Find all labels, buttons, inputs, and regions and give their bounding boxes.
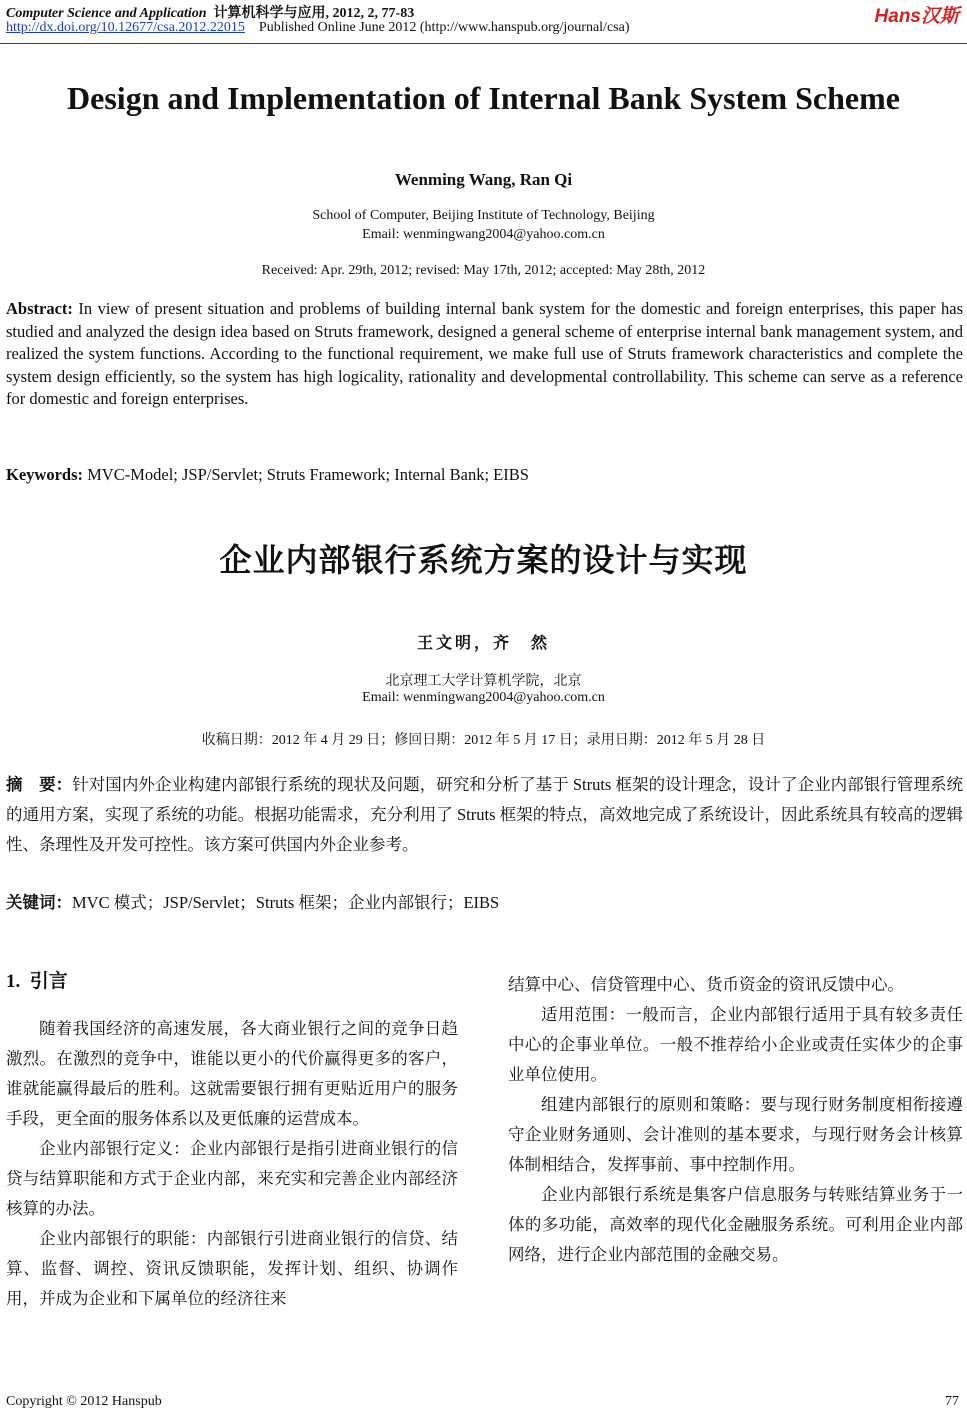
email-en: Email: wenmingwang2004@yahoo.com.cn: [362, 227, 605, 242]
page-number: 77: [945, 1394, 959, 1409]
body-column-right: [508, 970, 963, 1270]
keywords-en: [6, 464, 963, 487]
body-paragraph: 结算中心、信贷管理中心、货币资金的资讯反馈中心。: [508, 975, 904, 994]
authors-zh: 王文明，齐 然: [416, 633, 550, 652]
paper-title-en: Design and Implementation of Internal Bank System Scheme: [67, 80, 900, 116]
abstract-zh: [6, 770, 963, 860]
header-divider: [0, 43, 967, 44]
affiliation-zh: 北京理工大学计算机学院，北京: [385, 674, 582, 689]
email-zh: Email: wenmingwang2004@yahoo.com.cn: [362, 690, 605, 705]
doi-link[interactable]: http://dx.doi.org/10.12677/csa.2012.22015: [6, 20, 245, 35]
keywords-label-zh: 关键词：: [6, 893, 72, 912]
section-number: 1.: [6, 971, 21, 992]
keywords-text-zh: MVC 模式；JSP/Servlet；Struts 框架；企业内部银行；EIBS: [72, 893, 500, 912]
abstract-label-zh: 摘 要：: [6, 775, 73, 794]
journal-name-en: Computer Science and Application: [6, 6, 207, 21]
body-paragraph: 组建内部银行的原则和策略：要与现行财务制度相衔接遵守企业财务通则、会计准则的基本要求，与现行财务会计核算体制相结合，发挥事前、事中控制作用。: [508, 1095, 963, 1174]
journal-header: [6, 2, 414, 22]
journal-volume: , 2012, 2, 77-83: [325, 6, 415, 21]
keywords-label-en: Keywords:: [6, 465, 83, 484]
section-heading: [6, 966, 68, 993]
received-dates-zh: 收稿日期：2012 年 4 月 29 日；修回日期：2012 年 5 月 17 日；录用日期：2012 年 5 月 28 日: [201, 733, 766, 748]
keywords-text-en: MVC-Model; JSP/Servlet; Struts Framework; Internal Bank; EIBS: [87, 465, 529, 484]
body-paragraph: 企业内部银行系统是集客户信息服务与转账结算业务于一体的多功能，高效率的现代化金融服务系统。可利用企业内部网络，进行企业内部范围的金融交易。: [508, 1185, 963, 1264]
body-paragraph: 适用范围：一般而言，企业内部银行适用于具有较多责任中心的企事业单位。一般不推荐给小企业或责任实体少的企事业单位使用。: [508, 1005, 963, 1084]
authors-en: Wenming Wang, Ran Qi: [394, 170, 573, 189]
journal-subheader: [6, 20, 629, 36]
paper-title-zh: 企业内部银行系统方案的设计与实现: [219, 541, 748, 579]
copyright: Copyright © 2012 Hanspub: [6, 1394, 162, 1409]
body-paragraph: 企业内部银行的职能：内部银行引进商业银行的信贷、结算、监督、调控、资讯反馈职能，发挥计划、组织、协调作用，并成为企业和下属单位的经济往来: [6, 1229, 458, 1308]
journal-name-zh: 计算机科学与应用: [213, 6, 326, 21]
received-dates-en: Received: Apr. 29th, 2012; revised: May 17th, 2012; accepted: May 28th, 2012: [261, 263, 706, 278]
abstract-en: [6, 298, 963, 411]
publisher-logo: Hans汉斯: [874, 6, 959, 27]
section-title: 引言: [29, 970, 68, 992]
affiliation-en: School of Computer, Beijing Institute of Technology, Beijing: [312, 208, 655, 223]
abstract-text-en: In view of present situation and problems of building internal bank system for the domestic and foreign enterprises, this paper has studied and analyzed the design idea based on Struts framework, designed a general scheme of enterprise internal bank management system, and realized the system functions. According to the functional requirement, we make full use of Struts framework characteristics and complete the system design efficiently, so the system has high logicality, rationality and developmental controllability. This scheme can serve as a reference for domestic and foreign enterprises.: [6, 299, 963, 408]
published-info: Published Online June 2012 (http://www.hanspub.org/journal/csa): [258, 20, 630, 35]
body-paragraph: 随着我国经济的高速发展，各大商业银行之间的竞争日趋激烈。在激烈的竞争中，谁能以更小的代价赢得更多的客户，谁就能赢得最后的胜利。这就需要银行拥有更贴近用户的服务手段，更全面的服务体系以及更低廉的运营成本。: [6, 1019, 458, 1128]
keywords-zh: [6, 888, 963, 918]
body-paragraph: 企业内部银行定义：企业内部银行是指引进商业银行的信贷与结算职能和方式于企业内部，来充实和完善企业内部经济核算的办法。: [6, 1139, 458, 1218]
body-column-left: [6, 1014, 458, 1314]
abstract-text-zh: 针对国内外企业构建内部银行系统的现状及问题，研究和分析了基于 Struts 框架的设计理念，设计了企业内部银行管理系统的通用方案，实现了系统的功能。根据功能需求，充分利用了 Struts 框架的特点，高效地完成了系统设计，因此系统具有较高的逻辑性、条理性及开发可控性。该方案可供国内外企业参考。: [6, 775, 964, 854]
abstract-label-en: Abstract:: [6, 299, 73, 318]
